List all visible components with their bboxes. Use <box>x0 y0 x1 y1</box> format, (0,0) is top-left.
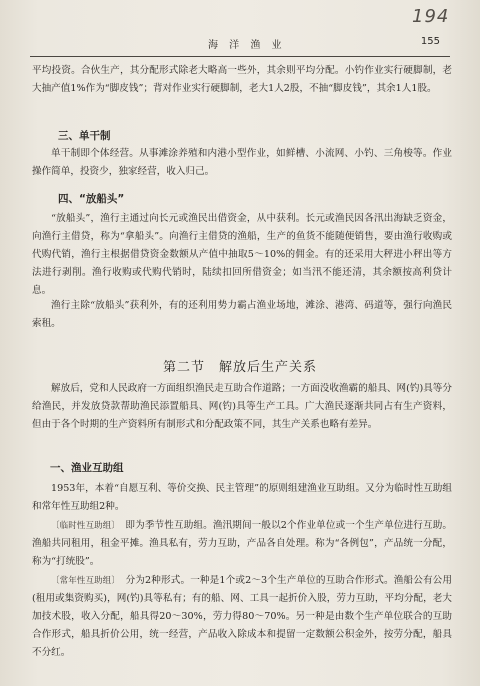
year-round-group-text: 分为2种形式。一种是1个或2～3个生产单位的互助合作形式。渔船公有公用(租用或集资购买)，网(钓)具等私有；有的船、网、工具一起折价入股，劳力互助，平均分配，老大加技术股，收入分配，船具得20～30%，劳力得80～70%。另一种是由数个生产单位联合的互助合作形式，船具折价公用，统一经营，产品收入除成本和提留一定数额公积金外，按劳分配，船具不分红。 <box>32 575 452 658</box>
year-round-group-paragraph <box>32 572 452 662</box>
paragraph-top: 平均投资。合伙生产，其分配形式除老大略高一些外，其余则平均分配。小钓作业实行硬脚制，老大抽产值1%作为“脚皮钱”；背对作业实行硬脚制，老大1人2股，不抽“脚皮钱”，其余1人1股。 <box>32 65 452 94</box>
mutual-aid-text-1: 1953年，本着“自愿互利、等价交换、民主管理”的原则组建渔业互助组。又分为临时性互助组和常年性互助组2种。 <box>32 483 452 512</box>
chapter-intro: 解放后，党和人民政府一方面组织渔民走互助合作道路；一方面没收渔霸的船具、网(钓)具等分给渔民，并发放贷款帮助渔民添置船具、网(钓)具等生产工具。广大渔民逐渐共同占有生产资料，但由于各个时期的生产资料所有制形式和分配政策不同，其生产关系也略有差异。 <box>32 383 452 430</box>
section-3-text: 单干制即个体经营。从事滩涂养殖和内港小型作业，如鲜槽、小流网、小钓、三角梭等。作业操作简单，投资少，独家经营，收入归己。 <box>32 148 452 177</box>
section-4-text-1: “放船头”，渔行主通过向长元或渔民出借资金，从中获利。长元或渔民因各汛出海缺乏资金，向渔行主借贷，称为“拿船头”。向渔行主借贷的渔船，生产的鱼货不能随便销售，要由渔行收购或代购代销，渔行主根据借贷资金数额从产值中抽取5～10%的佣金。有的还采用大秤进小秤出等方法进行剥削。渔行收购或代购代销时，陆续扣回所借资金；如当汛不能还清，其余额按高利贷计息。 <box>32 213 452 296</box>
section-heading-3: 三、单干制 <box>58 130 111 142</box>
running-header <box>30 30 450 57</box>
chapter-heading: 第二节 解放后生产关系 <box>162 360 317 375</box>
year-round-group-tag: 〔常年性互助组〕 <box>51 576 116 586</box>
temporary-group-text: 即为季节性互助组。渔汛期间一般以2个作业单位或一个生产单位进行互助。渔船共同租用，租金平摊。渔具私有，劳力互助，产品各自处理。称为“各例包”，产品统一分配，称为“打统股”。 <box>32 520 452 567</box>
header-page-number: 155 <box>420 36 440 47</box>
temporary-group-paragraph <box>32 517 452 571</box>
header-title: 海 洋 渔 业 <box>208 40 286 51</box>
section-4-text-2: 渔行主除“放船头”获利外，有的还利用势力霸占渔业场地，滩涂、港湾、码道等，强行向渔民索租。 <box>32 300 452 329</box>
temporary-group-tag: 〔临时性互助组〕 <box>51 521 116 531</box>
mutual-aid-heading: 一、渔业互助组 <box>50 462 124 474</box>
section-heading-4: 四、“放船头” <box>58 193 125 205</box>
handwritten-page-number: 194 <box>412 6 450 27</box>
